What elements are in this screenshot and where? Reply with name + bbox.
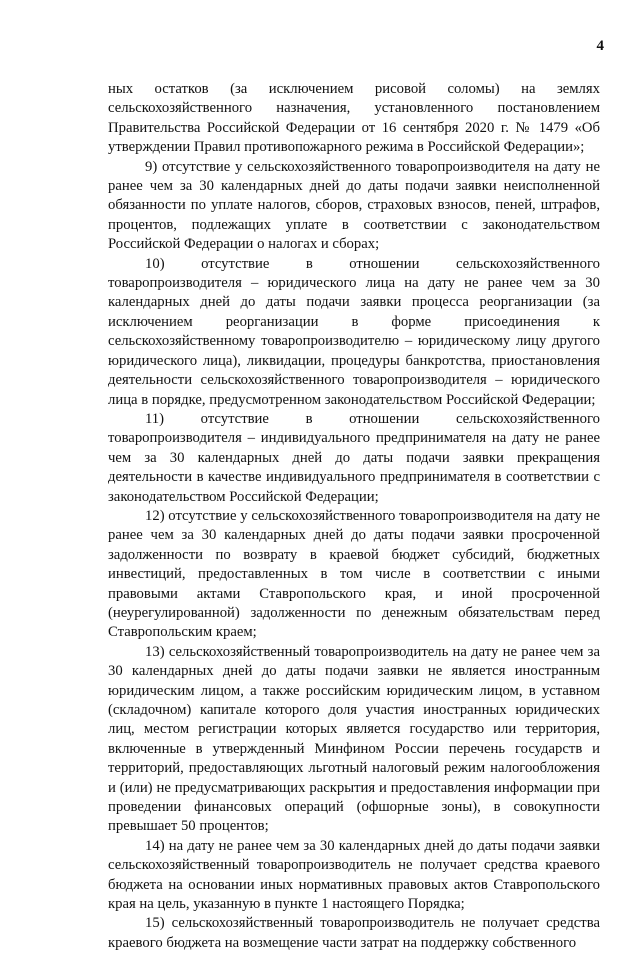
- paragraph-item-14: 14) на дату не ранее чем за 30 календарных дней до даты подачи заявки сельскохозяйственный товаропроизводитель не получает средства краевого бюджета на основании иных нормативных правовых актов Ставропольского края на цель, указанную в пункте 1 настоящего Порядка;: [108, 837, 600, 913]
- paragraph-item-11: 11) отсутствие в отношении сельскохозяйственного товаропроизводителя – индивидуального предпринимателя на дату не ранее чем за 30 календарных дней до даты подачи заявки прекращения деятельности в качестве индивидуального предпринимателя в соответствии с законодательством Российской Федерации;: [108, 410, 600, 505]
- paragraph-item-10: 10) отсутствие в отношении сельскохозяйственного товаропроизводителя – юридического лица на дату не ранее чем за 30 календарных дней до даты подачи заявки процесса реорганизации (за исключением реорганизации в форме присоединения к сельскохозяйственному товаропроизводителю – юридическому лицу другого юридического лица), ликвидации, процедуры банкротства, приостановления деятельности сельскохозяйственного товаропроизводителя – юридического лица в порядке, предусмотренном законодательством Российской Федерации;: [108, 255, 600, 408]
- paragraph-item-15: 15) сельскохозяйственный товаропроизводитель не получает средства краевого бюджета на возмещение части затрат на поддержку собственного: [108, 915, 600, 951]
- paragraph-continuation: ных остатков (за исключением рисовой соломы) на землях сельскохозяйственного назначения, установленного постановлением Правительства Российской Федерации от 16 сентября 2020 г. № 1479 «Об утверждении Правил противопожарного режима в Российской Федерации»;: [108, 81, 600, 156]
- paragraph-item-13: 13) сельскохозяйственный товаропроизводитель на дату не ранее чем за 30 календарных дней до даты подачи заявки не является иностранным юридическим лицом, а также российским юридическим лицом, в уставном (складочном) капитале которого доля участия иностранных юридических лиц, местом регистрации которых является государство или территория, включенные в утвержденный Минфином России перечень государств и территорий, предоставляющих льготный налоговый режим налогообложения и (или) не предусматривающих раскрытия и предоставления информации при проведении финансовых операций (офшорные зоны), в совокупности превышает 50 процентов;: [108, 643, 600, 835]
- paragraph-item-12: 12) отсутствие у сельскохозяйственного товаропроизводителя на дату не ранее чем за 30 календарных дней до даты подачи заявки просроченной задолженности по возврату в краевой бюджет субсидий, бюджетных инвестиций, предоставленных в том числе в соответствии с иными правовыми актами Ставропольского края, и иной просроченной (неурегулированной) задолженности по денежным обязательствам перед Ставропольским краем;: [108, 507, 600, 641]
- body-text: [108, 80, 600, 953]
- paragraph-item-9: 9) отсутствие у сельскохозяйственного товаропроизводителя на дату не ранее чем за 30 календарных дней до даты подачи заявки неисполненной обязанности по уплате налогов, сборов, страховых взносов, пеней, штрафов, процентов, подлежащих уплате в соответствии с законодательством Российской Федерации о налогах и сборах;: [108, 158, 600, 253]
- page-number: 4: [596, 38, 604, 54]
